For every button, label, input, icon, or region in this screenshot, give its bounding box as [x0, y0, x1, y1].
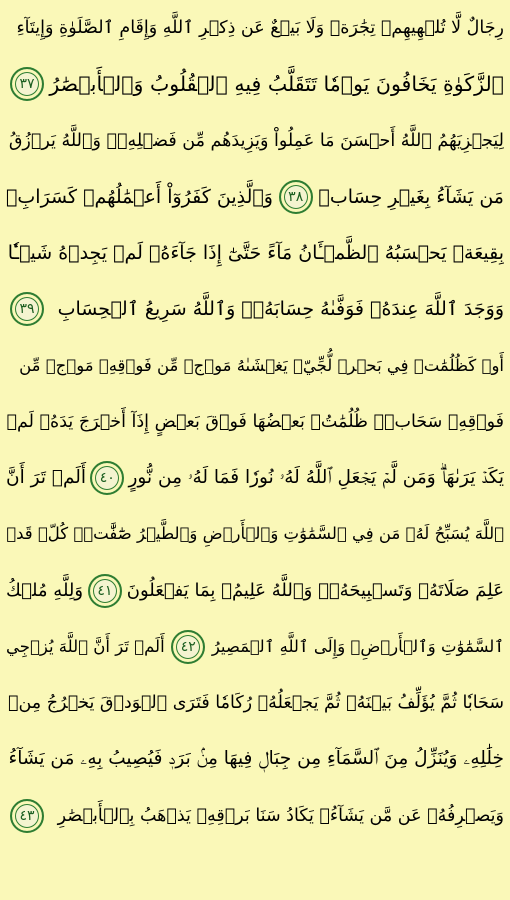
text-line: [6, 56, 504, 112]
verse-text: أَلَمۡ تَرَ أَنَّ ٱللَّهَ يُزۡجِي: [6, 636, 165, 656]
verse-text: أَوۡ كَظُلُمَٰتٖ فِي بَحۡرٖ لُّجِّيّٖ يَغۡشَىٰهُ مَوۡجٞ مِّن فَوۡقِهِۦ مَوۡجٞ مِّن: [19, 355, 504, 375]
text-line: [6, 788, 504, 844]
text-line: [6, 169, 504, 225]
verse-text: وَيَصۡرِفُهُۥ عَن مَّن يَشَآءُۖ يَكَادُ سَنَا بَرۡقِهِۦ يَذۡهَبُ بِٱلۡأَبۡصَٰرِ: [57, 805, 504, 826]
ayah-number-marker: ٣٩: [10, 292, 44, 326]
verse-text: وَوَجَدَ ٱللَّهَ عِندَهُۥ فَوَفَّىٰهُ حِسَابَهُۥۗ وَٱللَّهُ سَرِيعُ ٱلۡحِسَابِ: [57, 298, 504, 321]
verse-text: ٱللَّهَ يُسَبِّحُ لَهُۥ مَن فِي ٱلسَّمَٰوَٰتِ وَٱلۡأَرۡضِ وَٱلطَّيۡرُ صَٰٓفَّٰتٖۖ كُلّٞ قَدۡ: [6, 524, 504, 544]
verse-text: عَلِمَ صَلَاتَهُۥ وَتَسۡبِيحَهُۥۗ وَٱللَّهُ عَلِيمُۢ بِمَا يَفۡعَلُونَ: [126, 579, 504, 601]
verse-text: فَوۡقِهِۦ سَحَابٞۚ ظُلُمَٰتُۢ بَعۡضُهَا فَوۡقَ بَعۡضٍ إِذَآ أَخۡرَجَ يَدَهُۥ لَمۡ: [6, 411, 504, 432]
text-line: [6, 506, 504, 562]
verse-text: وَلِلَّهِ مُلۡكُ: [6, 579, 84, 601]
text-line: [6, 731, 504, 787]
verse-text: لِيَجۡزِيَهُمُ ٱللَّهُ أَحۡسَنَ مَا عَمِلُواْ وَيَزِيدَهُم مِّن فَضۡلِهِۦۗ وَٱللَّهُ يَرۡزُقُ: [8, 130, 504, 151]
verse-text: ٱلسَّمَٰوَٰتِ وَٱلۡأَرۡضِۖ وَإِلَى ٱللَّهِ ٱلۡمَصِيرُ: [211, 636, 504, 656]
verse-text: خِلَٰلِهِۦ وَيُنَزِّلُ مِنَ ٱلسَّمَآءِ مِن جِبَالٖ فِيهَا مِنۢ بَرَدٖ فَيُصِيبُ بِهِۦ مَن يَشَآءُ: [8, 748, 504, 770]
text-lines: [6, 0, 504, 844]
verse-text: بِقِيعَةٖ يَحۡسَبُهُ ٱلظَّمۡـَٔانُ مَآءً حَتَّىٰٓ إِذَا جَآءَهُۥ لَمۡ يَجِدۡهُ شَيۡـٔٗا: [7, 242, 504, 265]
text-line: [6, 281, 504, 337]
text-line: [6, 563, 504, 619]
ayah-number-marker: ٤٠: [90, 461, 124, 495]
ayah-number-marker: ٤١: [88, 574, 122, 608]
text-line: [6, 338, 504, 394]
verse-text: أَلَمۡ تَرَ أَنَّ: [6, 467, 87, 489]
ayah-number-marker: ٣٨: [279, 180, 313, 214]
ayah-number-marker: ٣٧: [10, 67, 44, 101]
verse-text: يَكَدۡ يَرَىٰهَاۗ وَمَن لَّمۡ يَجۡعَلِ ٱللَّهُ لَهُۥ نُورٗا فَمَا لَهُۥ مِن نُّورٍ: [128, 467, 504, 489]
verse-text: وَٱلَّذِينَ كَفَرُوٓاْ أَعۡمَٰلُهُمۡ كَسَرَابِۭ: [6, 185, 273, 208]
text-line: [6, 675, 504, 731]
ayah-number-marker: ٤٢: [171, 630, 205, 664]
verse-text: ٱلزَّكَوٰةِ يَخَافُونَ يَوۡمٗا تَتَقَلَّبُ فِيهِ ٱلۡقُلُوبُ وَٱلۡأَبۡصَٰرُ: [49, 72, 504, 97]
text-line: [6, 619, 504, 675]
verse-text: رِجَالٌ لَّا تُلۡهِيهِمۡ تِجَٰرَةٞ وَلَا بَيۡعٌ عَن ذِكۡرِ ٱللَّهِ وَإِقَامِ ٱلصَّلَوٰةِ وَإِيتَآءِ: [16, 18, 504, 39]
text-line: [6, 394, 504, 450]
text-line: [6, 113, 504, 169]
verse-text: سَحَابٗا ثُمَّ يُؤَلِّفُ بَيۡنَهُۥ ثُمَّ يَجۡعَلُهُۥ رُكَامٗا فَتَرَى ٱلۡوَدۡقَ يَخۡرُجُ مِنۡ: [7, 693, 504, 714]
ayah-number-marker: ٤٣: [10, 799, 44, 833]
text-line: [6, 225, 504, 281]
verse-text: مَن يَشَآءُ بِغَيۡرِ حِسَابٖ: [318, 185, 504, 208]
text-line: [6, 0, 504, 56]
text-line: [6, 450, 504, 506]
